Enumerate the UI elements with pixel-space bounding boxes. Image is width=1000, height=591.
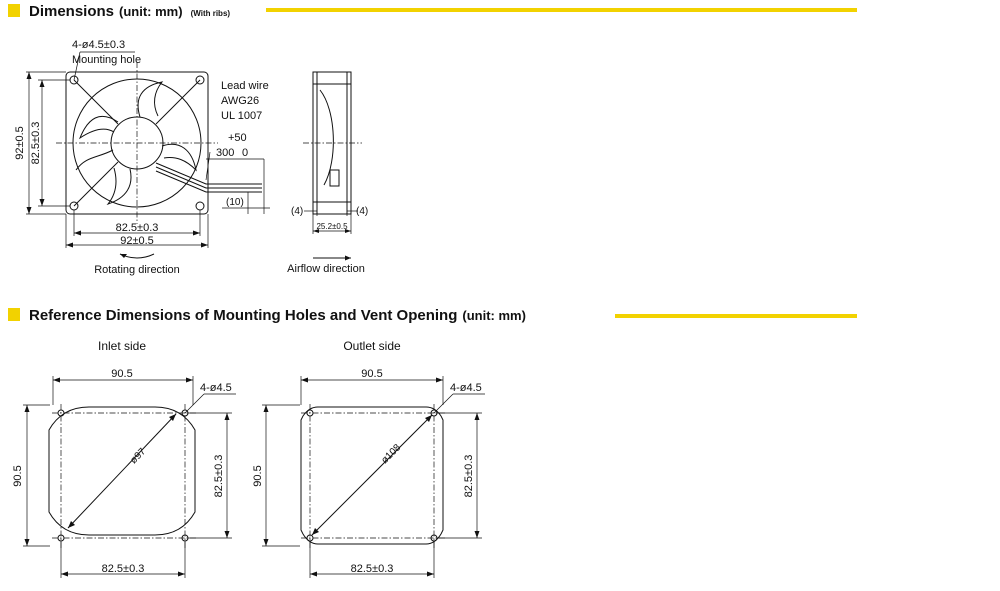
awg-label: AWG26 [221,95,260,107]
inlet-diameter-label: ø97 [128,446,149,467]
length-value: 300 [216,147,235,159]
arrow-head-icon [61,572,68,577]
inlet-side-drawing [12,339,236,578]
inlet-holes-label: 4-ø4.5 [200,382,232,394]
airflow-direction-label: Airflow direction [287,263,365,275]
arrow-head-icon [40,80,45,87]
inlet-horizontal-pitch-label: 82.5±0.3 [101,563,145,575]
reference-title: Reference Dimensions of Mounting Holes and Vent Opening [29,307,458,324]
arrow-head-icon [475,413,480,420]
dimensions-unit: (unit: mm) [119,4,183,19]
arrow-head-icon [310,572,317,577]
length-tol-zero: 0 [242,147,249,159]
arrow-head-icon [264,405,269,412]
reference-unit: (unit: mm) [462,308,526,323]
fan-front-view [14,39,270,276]
arrow-head-icon [301,378,308,383]
mounting-hole [196,202,204,210]
inlet-side-label: Inlet side [97,339,147,353]
arrow-head-icon [74,231,81,236]
hole-leader [434,394,453,413]
arrow-head-icon [264,539,269,546]
outlet-side-label: Outlet side [343,339,401,353]
outlet-holes-label: 4-ø4.5 [450,382,482,394]
left-rib-label: (4) [291,206,304,217]
dimensions-title: Dimensions [29,3,115,20]
outlet-diameter-label: ø108 [379,442,404,467]
right-rib-label: (4) [356,206,369,217]
fan-blade [162,144,196,170]
arrow-head-icon [27,207,32,214]
outer-width-label: 92±0.5 [120,235,154,247]
arrow-head-icon [345,256,351,261]
lead-wire-label: Lead wire [221,80,269,92]
rotating-direction-label: Rotating direction [94,264,180,276]
fan-blade [138,82,162,117]
outlet-diameter-line [312,415,432,535]
hole-label: Mounting hole [72,54,142,66]
outlet-outer-label: 90.5 [361,368,383,380]
inner-width-label: 82.5±0.3 [115,222,159,234]
arrow-head-icon [225,413,230,420]
depth-label: 25.2±0.5 [316,222,348,231]
length-tol-plus: +50 [228,132,247,144]
arrow-head-icon [193,231,200,236]
fan-blade [76,150,113,170]
arrow-head-icon [475,531,480,538]
fan-side-view [287,72,368,275]
inner-height-label: 82.5±0.3 [30,121,42,165]
inlet-outer-vertical-label: 90.5 [12,465,24,487]
inlet-vertical-pitch-label: 82.5±0.3 [213,454,225,498]
arrow-head-icon [186,378,193,383]
frame-spoke [156,80,200,124]
inlet-diameter-line [68,414,176,528]
side-blade [320,90,333,185]
arrow-head-icon [178,572,185,577]
outer-height-label: 92±0.5 [14,126,26,160]
arrow-head-icon [53,378,60,383]
arrow-head-icon [25,405,30,412]
hole-leader [185,394,204,413]
arrow-head-icon [201,243,208,248]
connector-length: (10) [226,197,244,208]
arrow-head-icon [66,243,73,248]
hole-callout: 4-ø4.5±0.3 [72,39,126,51]
outlet-side-drawing [252,339,485,578]
outlet-horizontal-pitch-label: 82.5±0.3 [350,563,394,575]
outlet-outer-vertical-label: 90.5 [252,465,264,487]
arrow-head-icon [427,572,434,577]
arrow-head-icon [25,539,30,546]
arrow-head-icon [436,378,443,383]
fan-blade [108,168,131,204]
side-label-plate [330,170,339,186]
inlet-outer-label: 90.5 [111,368,133,380]
ul-label: UL 1007 [221,110,263,122]
arrow-head-icon [40,199,45,206]
arrow-head-icon [27,72,32,79]
outlet-vertical-pitch-label: 82.5±0.3 [463,454,475,498]
arrow-head-icon [225,531,230,538]
dimensions-note: (With ribs) [190,9,231,18]
